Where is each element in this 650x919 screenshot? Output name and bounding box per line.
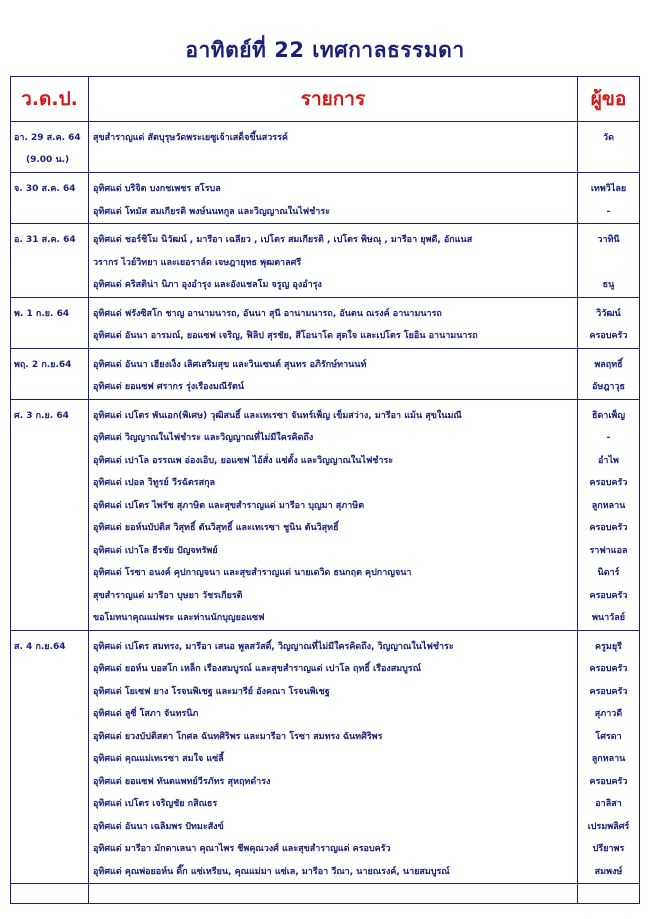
requester-name: ธนู [602,280,615,290]
row-date-cell [11,399,89,630]
table-row [11,173,640,224]
requester-name: ปรียาพร [592,844,625,854]
intention-line: อุทิศแด่ เปโตร สมทรง, มารีอา เสนอ พูลสวัสดิ์, วิญญาณที่ไม่มีใครคิดถึง, วิญญาณในไฟชำระ [93,641,454,652]
header-items: รายการ [89,77,578,122]
intention-line: อุทิศแด่ โรซา อนงค์ คุปกาญจนา และสุขสำราญแด่ นายเดวิด ธนกฤต คุปกาญจนา [93,568,412,578]
table-row [11,224,640,298]
row-requester-cell [578,297,640,348]
intention-line: อุทิศแด่ เปาโล ธีรชัย ปัญจทรัพย์ [93,545,218,556]
table-row [11,630,640,884]
intention-line: อุทิศแด่ อันนา อารมณ์, ยอแซฟ เจริญ, ฟิลิป สุรชัย, สีโอนาโด สุดใจ และเปโตร โยอิน อานามนารถ [93,331,478,341]
requester-name: อาลิสา [595,799,622,809]
empty-cell [11,884,89,904]
intention-line: อุทิศแด่ มารีอา มักดาเลนา คุณาไพร ชีพคุณวงศ์ และสุขสำราญแด่ ครอบครัว [93,844,391,854]
intention-line: อุทิศแด่ โทมัส สมเกียรติ พงษ์นนทกูล และวิญญาณในไฟชำระ [93,206,331,217]
row-items-cell [89,224,578,298]
row-requester-cell [578,399,640,630]
row-items-cell [89,630,578,884]
intention-line: อุทิศแด่ เปาโล อรรณพ อ่องเอิบ, ยอแซฟ ไอ้สั่ง แซ่ตั้ง และวิญญาณในไฟชำระ [93,455,394,466]
intention-line: อุทิศแด่ คุณแม่เทเรซา สมใจ แซ่ลี้ [93,754,224,764]
requester-name: อำไพ [598,455,619,466]
requester-name: โศรดา [595,731,622,742]
requester-name: พนาวัลย์ [592,613,625,623]
mass-intentions-table [10,76,640,904]
row-items-cell [89,297,578,348]
intention-line: สุขสำราญแด่ มารีอา บุษยา วัชรเกียรติ [93,590,243,601]
intention-line: อุทิศแด่ ยวงบัปติสตา โกศล ฉันทศิริพร และมารีอา โรซา สมทรง ฉันทศิริพร [93,731,383,742]
intention-line: สุขสำราญแด่ สัตบุรุษวัดพระเยซูเจ้าเสด็จขึ้นสวรรค์ [93,133,288,143]
requester-name: ครอบครัว [589,478,628,488]
row-date-cell [11,348,89,399]
requester-name: พลฤทธิ์ [594,359,623,370]
row-items-cell [89,122,578,173]
empty-cell [578,884,640,904]
intention-line: อุทิศแด่ ชอร์ชิโม นิวัฒน์ , มารีอา เฉลียว , เปโตร สมเกียรติ , เปโตร พิษณุ , มารีอา ยุพดี, อักแนส [93,235,473,245]
row-date: พ. 1 ก.ย. 64 [14,308,70,319]
intention-line: อุทิศแด่ โยเซฟ ยาง โรจนพิเชฐ และมารีย์ อังคณา โรจนพิเชฐ [93,686,330,697]
row-requester-cell [578,122,640,173]
row-items-cell [89,173,578,224]
requester-name: ราฟาแอล [589,545,628,556]
requester-name: วาทินี [597,235,620,245]
requester-name: ครอบครัว [589,523,628,533]
row-date: อ. 31 ส.ค. 64 [14,235,76,245]
intention-line: ขอโมทนาคุณแม่พระ และท่านนักบุญยอแซฟ [93,613,265,623]
requester-name: ครอบครัว [589,686,628,697]
intention-line: อุทิศแด่ คุณพ่อยอห์น ดิ๊ก แซ่เหรียน, คุณแม่มา แซ่เล, มารีอา วีณา, นายณรงค์, นายสมบูรณ์ [93,866,450,877]
requester-name: ครอบครัว [589,664,628,674]
requester-name: วิวัฒน์ [596,308,621,319]
intention-line: อุทิศแด่ บริจิต บงกชเพชร สโรบล [93,184,221,194]
intention-line: อุทิศแด่ วิญญาณในไฟชำระ และวิญญาณที่ไม่มีใครคิดถึง [93,433,314,443]
intention-line: อุทิศแด่ ยอห์น บอสโก เหล็ก เรืองสมบูรณ์ และสุขสำราญแด่ เปาโล ฤทธิ์ เรืองสมบูรณ์ [93,664,422,674]
row-requester-cell [578,173,640,224]
row-requester-cell [578,630,640,884]
requester-name: อัษฎาวุธ [592,382,625,392]
requester-name: - [606,433,611,443]
row-date-cell [11,173,89,224]
intention-line: อุทิศแด่ ฟรังซิสโก ชาญ อานามนารถ, อันนา สุนี อานามนารถ, อันตน ณรงค์ อานามนารถ [93,308,442,319]
header-date: ว.ด.ป. [11,77,89,122]
row-date: ส. 4 ก.ย.64 [14,641,66,652]
requester-name: เทพวิไลย [590,184,627,194]
requester-name: ลูกหลาน [591,754,626,764]
row-date: ศ. 3 ก.ย. 64 [14,410,69,421]
intention-line: อุทิศแด่ ยอแซฟ ทันตแพทย์วีรภัทร สุหฤทดำรง [93,776,271,787]
requester-name [578,252,639,275]
intention-line: อุทิศแด่ ลูซี่ โสภา จันทรนิภ [93,709,199,719]
table-header-row [11,77,640,122]
row-requester-cell [578,348,640,399]
table-row [11,122,640,173]
requester-name: ครูมยุรี [595,641,622,652]
row-date-cell [11,224,89,298]
row-date-cell [11,122,89,173]
row-date: พฤ. 2 ก.ย.64 [14,359,72,370]
requester-name: ธิดาเพ็ญ [591,410,626,421]
requester-name: ครอบครัว [589,590,628,601]
table-row-continued [11,884,640,904]
intention-line: อุทิศแด่ คริสติน่า นิภา อุงอำรุง และอังแชลโม จรูญ อุงอำรุง [93,280,322,290]
intention-line: อุทิศแด่ เปโตร เจริญชัย กสิณธร [93,799,218,809]
requester-name: เปรมพลิศร์ [587,821,630,832]
row-date: อา. 29 ส.ค. 64 [14,133,81,143]
intention-line: อุทิศแด่ เปอล วิทูรย์ วีรฉัตรสกุล [93,478,216,488]
requester-name: วัด [603,133,614,143]
page-title: อาทิตย์ที่ 22 เทศกาลธรรมดา [185,38,465,62]
requester-name: ครอบครัว [589,331,628,341]
intention-line: อุทิศแด่ อันนา เฉลิมพร ปัทมะสังข์ [93,821,224,832]
row-date-cell [11,297,89,348]
intention-line: อุทิศแด่ อันนา เฮียงเง็ง เลิศเสริมสุข และวินเซนต์ สุนทร อภิรักษ์ทานนท์ [93,359,367,370]
intention-line: อุทิศแด่ ยอแซฟ ศรากร รุ่งเรืองมณีรัตน์ [93,382,244,392]
intention-line: อุทิศแด่ เปโตร ไพรัช สุภาษิต และสุขสำราญแด่ มารีอา บุญมา สุภาษิต [93,500,365,511]
row-items-cell [89,348,578,399]
row-date: จ. 30 ส.ค. 64 [14,184,76,194]
row-date: (9.00 น.) [26,155,70,165]
empty-cell [89,884,578,904]
intention-line: วรากร ไวย์วิทยา และเยอราล์ด เจษฎายุทธ พุฒตาลศรี [93,257,302,268]
row-requester-cell [578,224,640,298]
requester-name: - [606,206,611,217]
header-requester: ผู้ขอ [578,77,640,122]
table-row [11,297,640,348]
intention-line: อุทิศแด่ เปโตร พันเอก(พิเศษ) วุฒิสนธิ์ และเทเรซา จันทร์เพ็ญ เข็มสว่าง, มารีอา แม้น สุขในมณี [93,410,462,421]
row-items-cell [89,399,578,630]
requester-name: สุภาวดี [594,709,623,719]
row-date-cell [11,630,89,884]
requester-name: ครอบครัว [589,776,628,787]
intention-line: อุทิศแด่ ยอห์นบัปติส วิสุทธิ์ ตันวิสุทธิ์ และเทเรซา ชูนิน ตันวิสุทธิ์ [93,523,339,533]
table-row [11,348,640,399]
table-row [11,399,640,630]
requester-name: สมพงษ์ [594,866,623,877]
requester-name: นิดาร์ [597,568,620,578]
requester-name: ลูกหลาน [591,500,626,511]
